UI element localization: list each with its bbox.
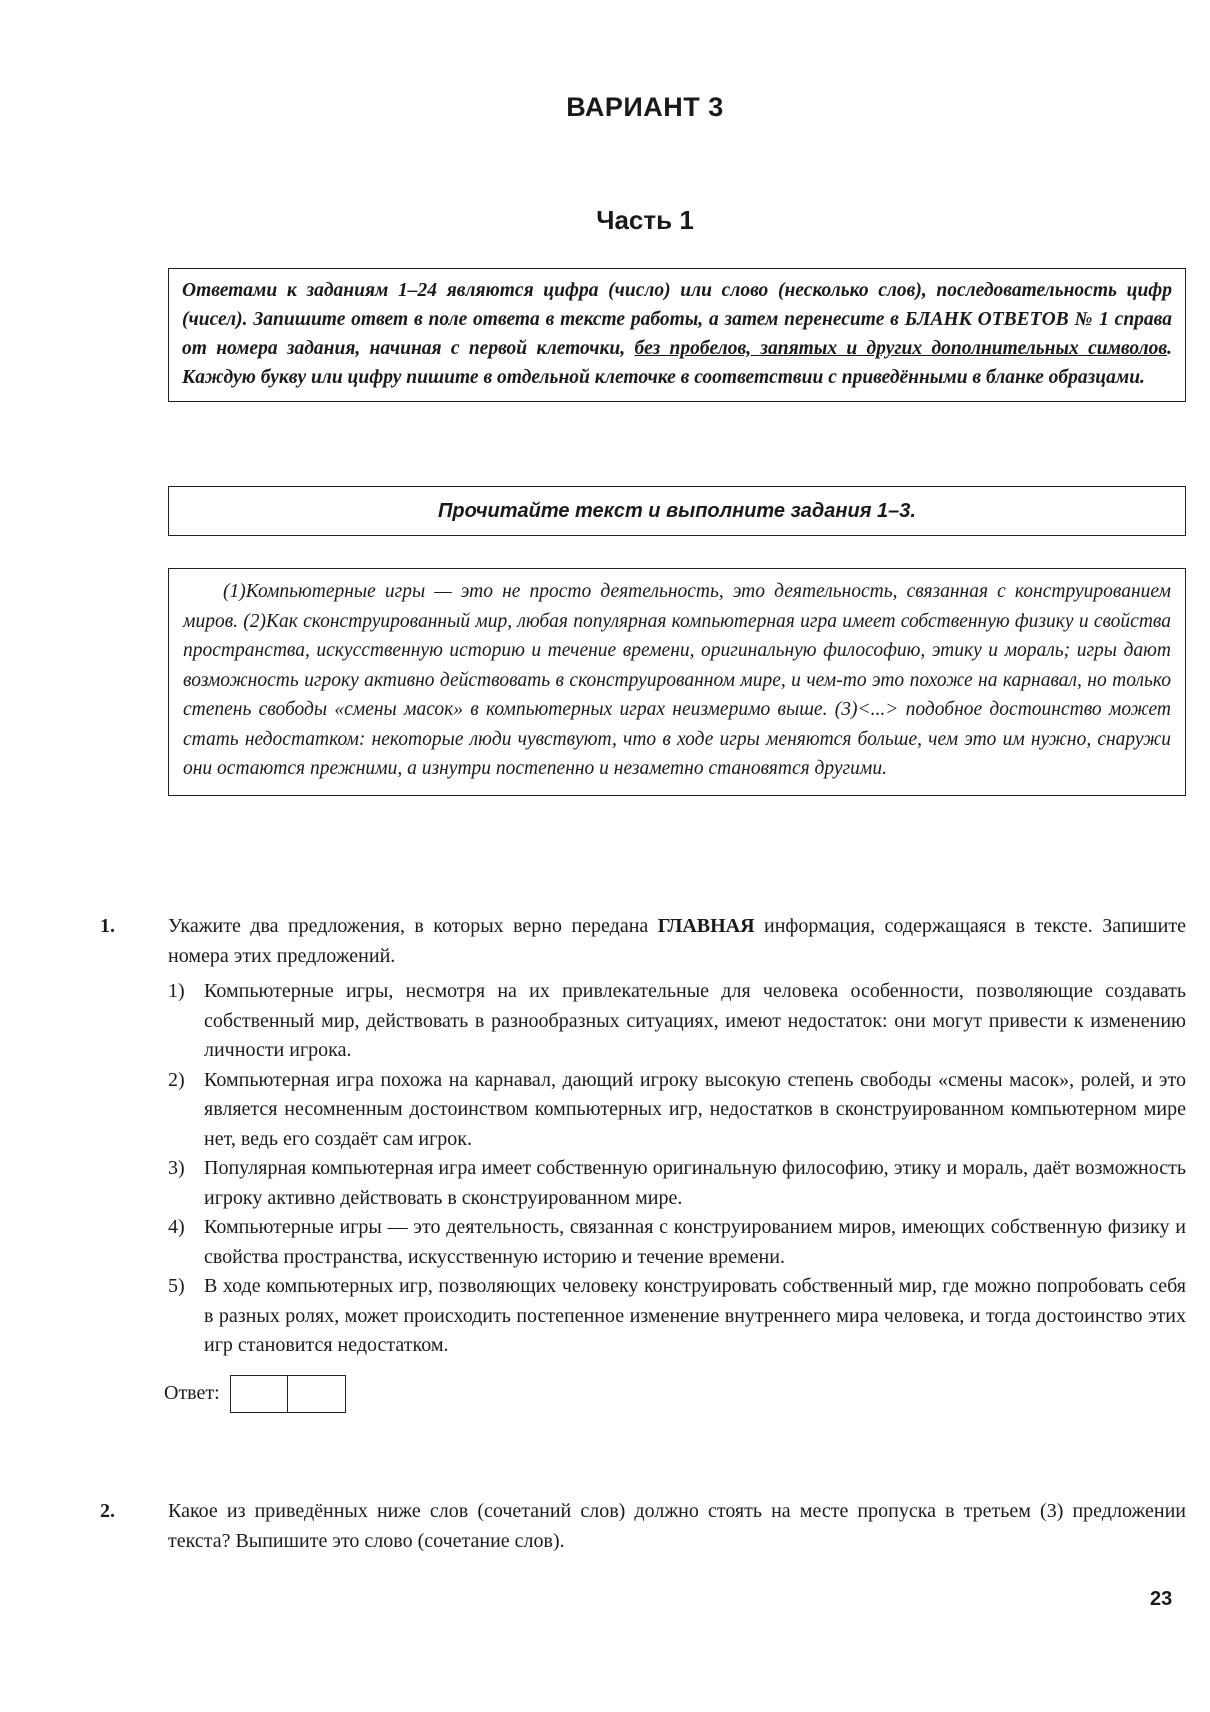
question-number: 2. (100, 1500, 115, 1522)
options-list (168, 977, 1186, 1361)
page-number: 23 (1150, 1588, 1173, 1610)
reading-text: (1)Компьютерные игры — это не просто деятельность, это деятельность, связанная с конструированием миров. (2)Как сконструированный мир, любая популярная компьютерная игра имеет собственную физику и свойства пространства, искусственную историю и течение времени, оригинальную философию, этику и мораль; игры дают возможность игроку активно действовать в сконструированном мире, и чем-то это похоже на карнавал, но только степень свободы «смены масок» в компьютерных играх неизмеримо выше. (3)<...> подобное достоинство может стать недостатком: некоторые люди чувствуют, что в ходе игры меняются больше, чем это им нужно, снаружи они остаются прежними, а изнутри постепенно и незаметно становятся другими. (183, 581, 1171, 779)
option-item: 3) Популярная компьютерная игра имеет собственную оригинальную философию, этику и мораль, даёт возможность игроку активно действовать в сконструированном мире. (168, 1157, 1186, 1209)
question-text: Укажите два предложения, в которых верно передана ГЛАВНАЯ информация, содержащаяся в тексте. Запишите номера этих предложений. (168, 915, 1187, 967)
task-header: Прочитайте текст и выполните задания 1–3. (168, 486, 1186, 536)
instructions-text: Ответами к заданиям 1–24 являются цифра (число) или слово (несколько слов), последовательность цифр (чисел). Запишите ответ в поле ответа в тексте работы, а затем перенесите в БЛАНК ОТВЕТОВ № 1 справа от номера задания, начиная с первой клеточки, (182, 280, 1172, 359)
question-number: 1. (100, 915, 115, 937)
answer-row (164, 1375, 1186, 1413)
question-2 (100, 1497, 1186, 1556)
answer-cell-2[interactable] (288, 1375, 346, 1413)
instructions-text-end: . Каждую букву или цифру пишите в отдельной клеточке в соответствии с приведёнными в бланке образцами. (182, 338, 1172, 388)
option-item: 1) Компьютерные игры, несмотря на их привлекательные для человека особенности, позволяющие создавать собственный мир, действовать в разнообразных ситуациях, имеют недостаток: они могут привести к изменению личности игрока. (168, 980, 1186, 1061)
answer-label: Ответ: (164, 1381, 220, 1404)
option-item: 5) В ходе компьютерных игр, позволяющих человеку конструировать собственный мир, где можно попробовать себя в разных ролях, может происходить постепенное изменение внутреннего мира человека, и тогда достоинство этих игр становится недостатком. (168, 1275, 1186, 1356)
question-text: Какое из приведённых ниже слов (сочетаний слов) должно стоять на месте пропуска в третьем (3) предложении текста? Выпишите это слово (сочетание слов). (168, 1500, 1186, 1552)
question-1 (100, 912, 1186, 1413)
option-item: 2) Компьютерная игра похожа на карнавал, дающий игроку высокую степень свободы «смены масок», ролей, и это является несомненным достоинством компьютерных игр, недостатков в сконструированном компьютерном мире нет, ведь его создаёт сам игрок. (168, 1068, 1186, 1150)
instructions-underlined: без пробелов, запятых и других дополнительных символов (634, 338, 1168, 359)
reading-text-box (168, 568, 1186, 796)
instructions-box (168, 268, 1186, 402)
part-title: Часть 1 (596, 205, 694, 235)
option-item: 4) Компьютерные игры — это деятельность, связанная с конструированием миров, имеющих собственную физику и свойства пространства, искусственную историю и течение времени. (168, 1216, 1186, 1268)
variant-title: ВАРИАНТ 3 (566, 92, 724, 122)
question-keyword: ГЛАВНАЯ (657, 915, 755, 937)
answer-cell-1[interactable] (230, 1375, 288, 1413)
